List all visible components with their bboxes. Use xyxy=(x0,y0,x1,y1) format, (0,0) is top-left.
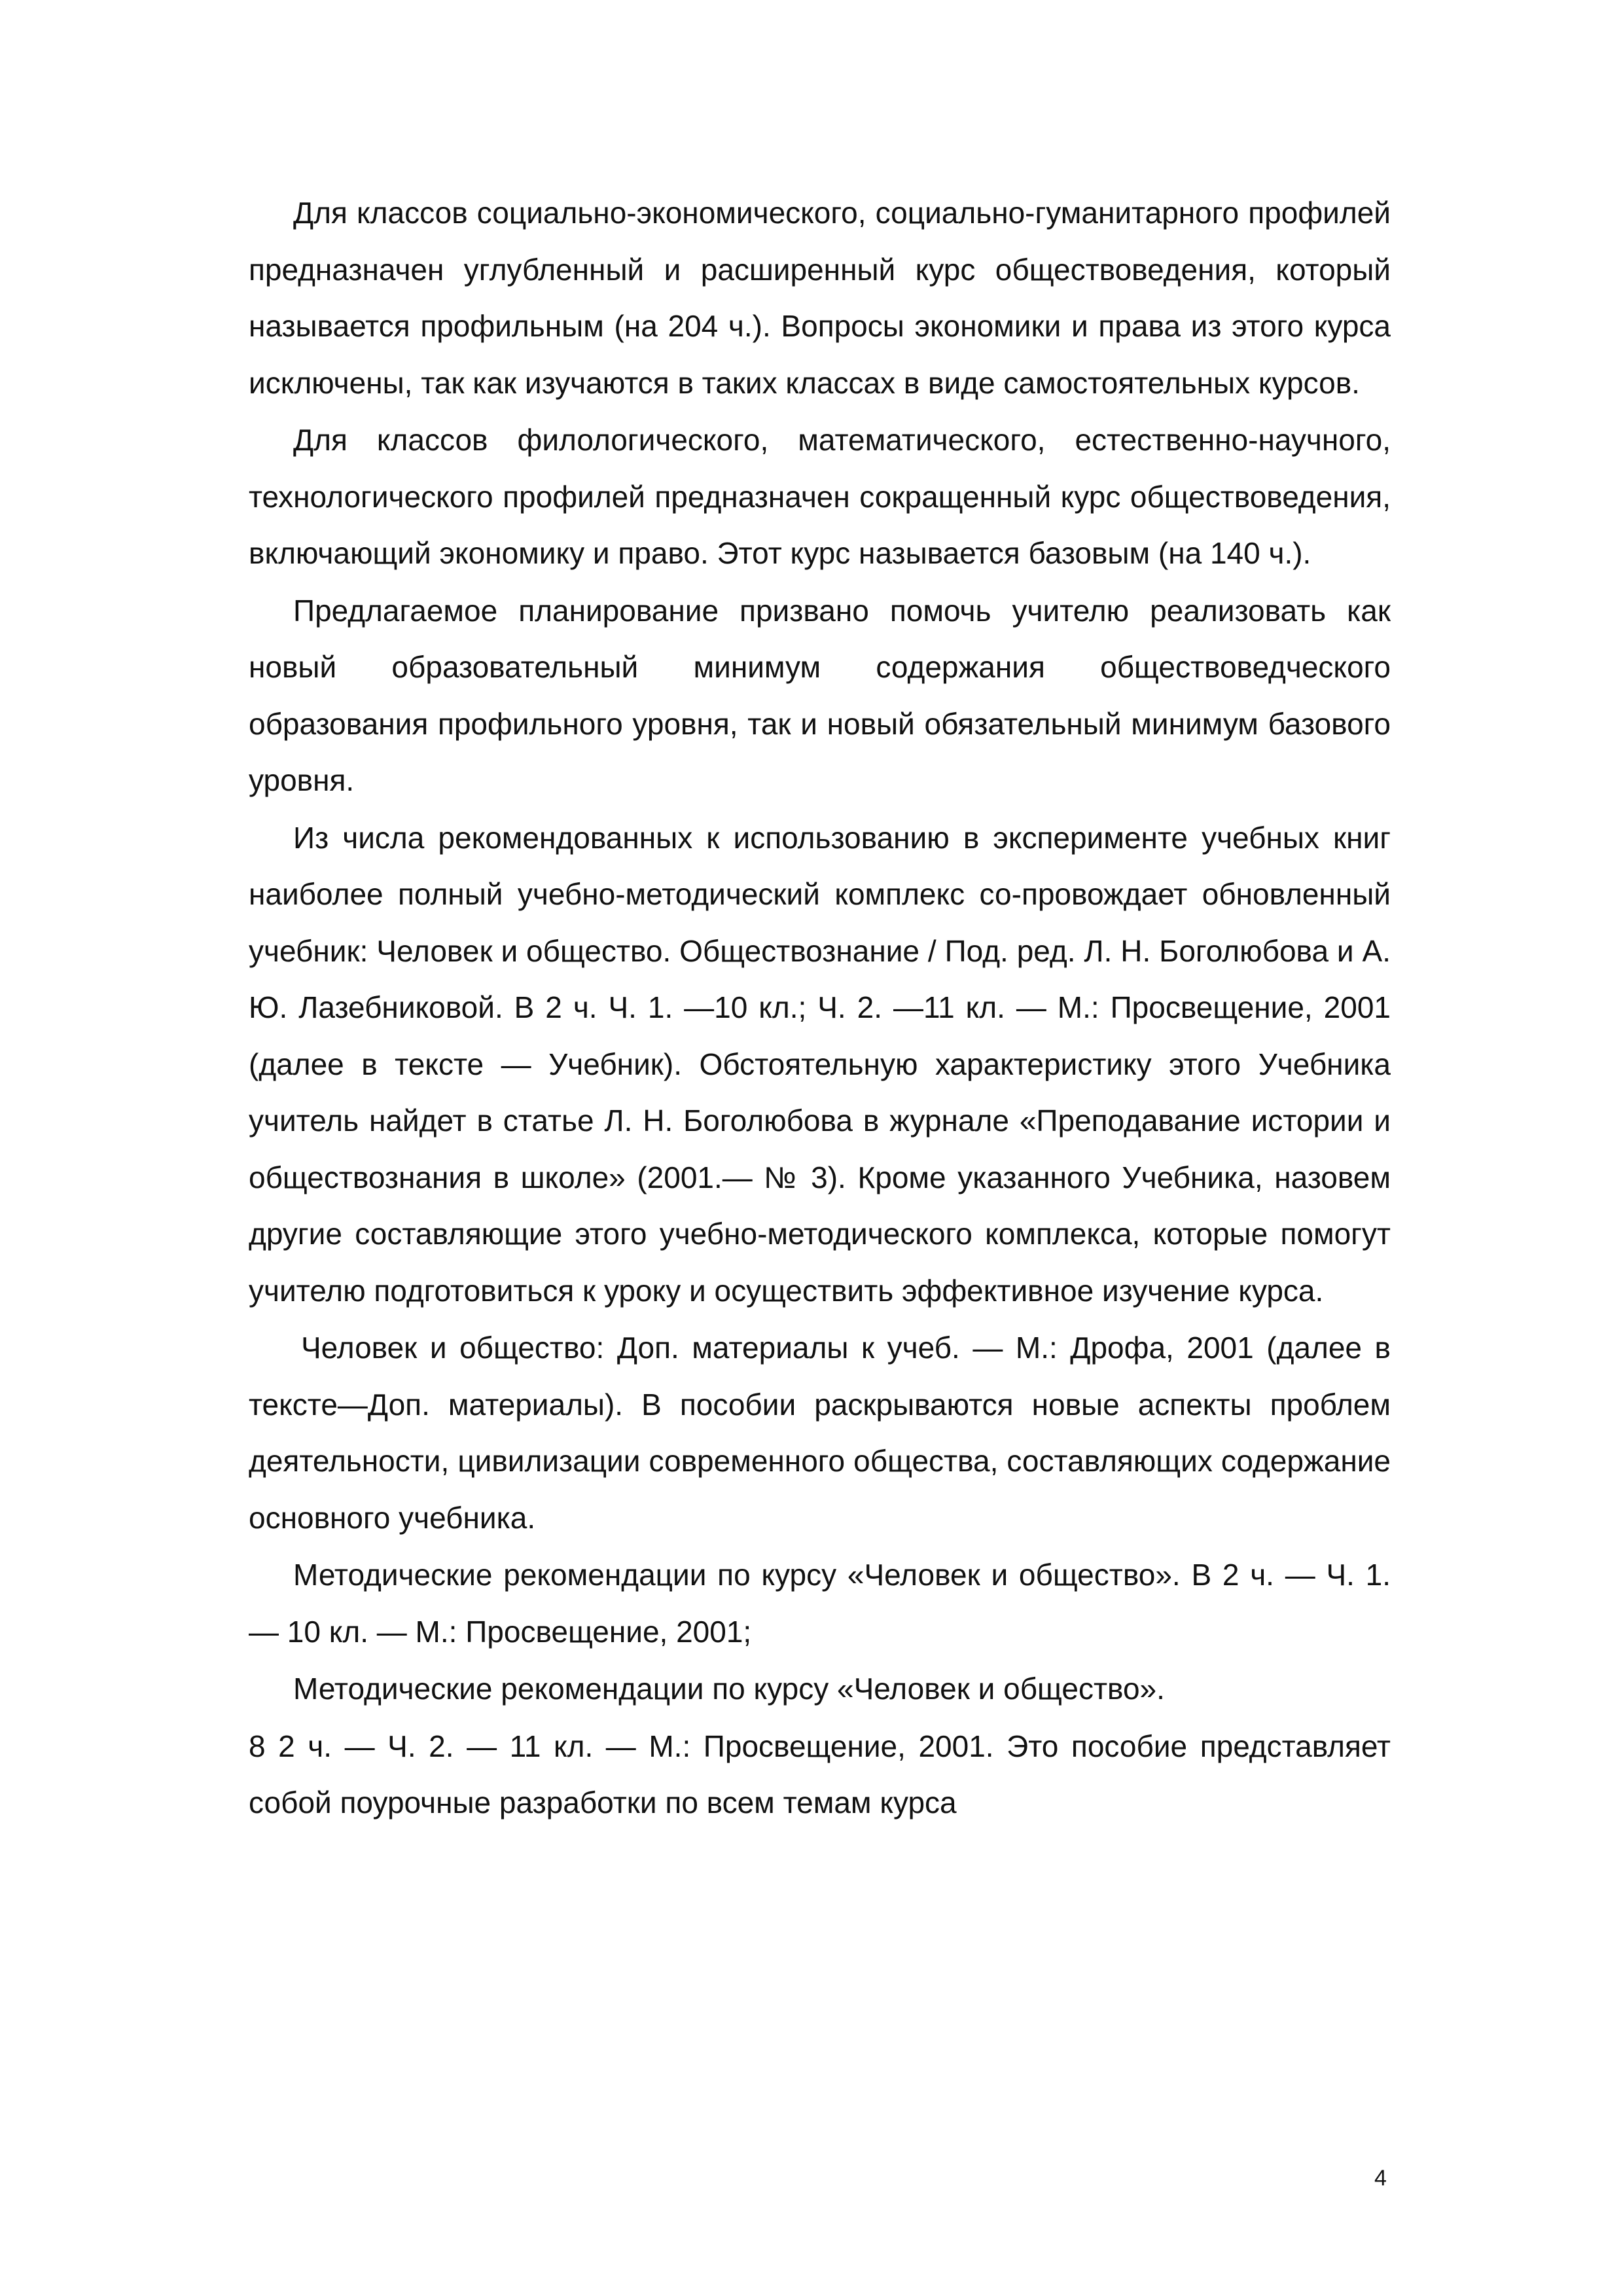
paragraph-base-course: Для классов филологического, математического, естественно-научного, технологического профилей предназначен сокращенный курс обществоведения, включающий экономику и право. Этот курс называется базовым (на 140 ч.). xyxy=(249,423,1391,570)
paragraph-profile-course: Для классов социально-экономического, социально-гуманитарного профилей предназначен углубленный и расширенный курс обществоведения, который называется профильным (на 204 ч.). Вопросы экономики и права из этого курса исключены, так как изучаются в таких классах в виде самостоятельных курсов. xyxy=(249,196,1391,400)
document-body xyxy=(249,185,1391,1832)
paragraph-method-recommendations-2: Методические рекомендации по курсу «Человек и общество». xyxy=(293,1672,1165,1706)
paragraph-lesson-plans: 8 2 ч. — Ч. 2. — 11 кл. — М.: Просвещение, 2001. Это пособие представляет собой поурочные разработки по всем темам курса xyxy=(249,1729,1391,1820)
page-number: 4 xyxy=(1374,2166,1387,2191)
paragraph-textbooks: Из числа рекомендованных к использованию в эксперименте учебных книг наиболее полный учебно-методический комплекс со-провождает обновленный учебник: Человек и общество. Обществознание / Под. ред. Л. Н. Боголюбова и А. Ю. Лазебниковой. В 2 ч. Ч. 1. —10 кл.; Ч. 2. —11 кл. — М.: Просвещение, 2001 (далее в тексте — Учебник). Обстоятельную характеристику этого Учебника учитель найдет в статье Л. Н. Боголюбова в журнале «Преподавание истории и обществознания в школе» (2001.— № 3). Кроме указанного Учебника, назовем другие составляющие этого учебно-методического комплекса, которые помогут учителю подготовиться к уроку и осуществить эффективное изучение курса. xyxy=(249,820,1391,1308)
paragraph-method-recommendations-1: Методические рекомендации по курсу «Человек и общество». В 2 ч. — Ч. 1. — 10 кл. — М.: Просвещение, 2001; xyxy=(249,1558,1391,1649)
paragraph-planning: Предлагаемое планирование призвано помочь учителю реализовать как новый образовательный минимум содержания обществоведческого образования профильного уровня, так и новый обязательный минимум базового уровня. xyxy=(249,593,1391,797)
paragraph-additional-materials: Человек и общество: Доп. материалы к учеб. — М.: Дрофа, 2001 (далее в тексте—Доп. материалы). В пособии раскрываются новые аспекты проблем деятельности, цивилизации современного общества, составляющих содержание основного учебника. xyxy=(249,1331,1391,1535)
